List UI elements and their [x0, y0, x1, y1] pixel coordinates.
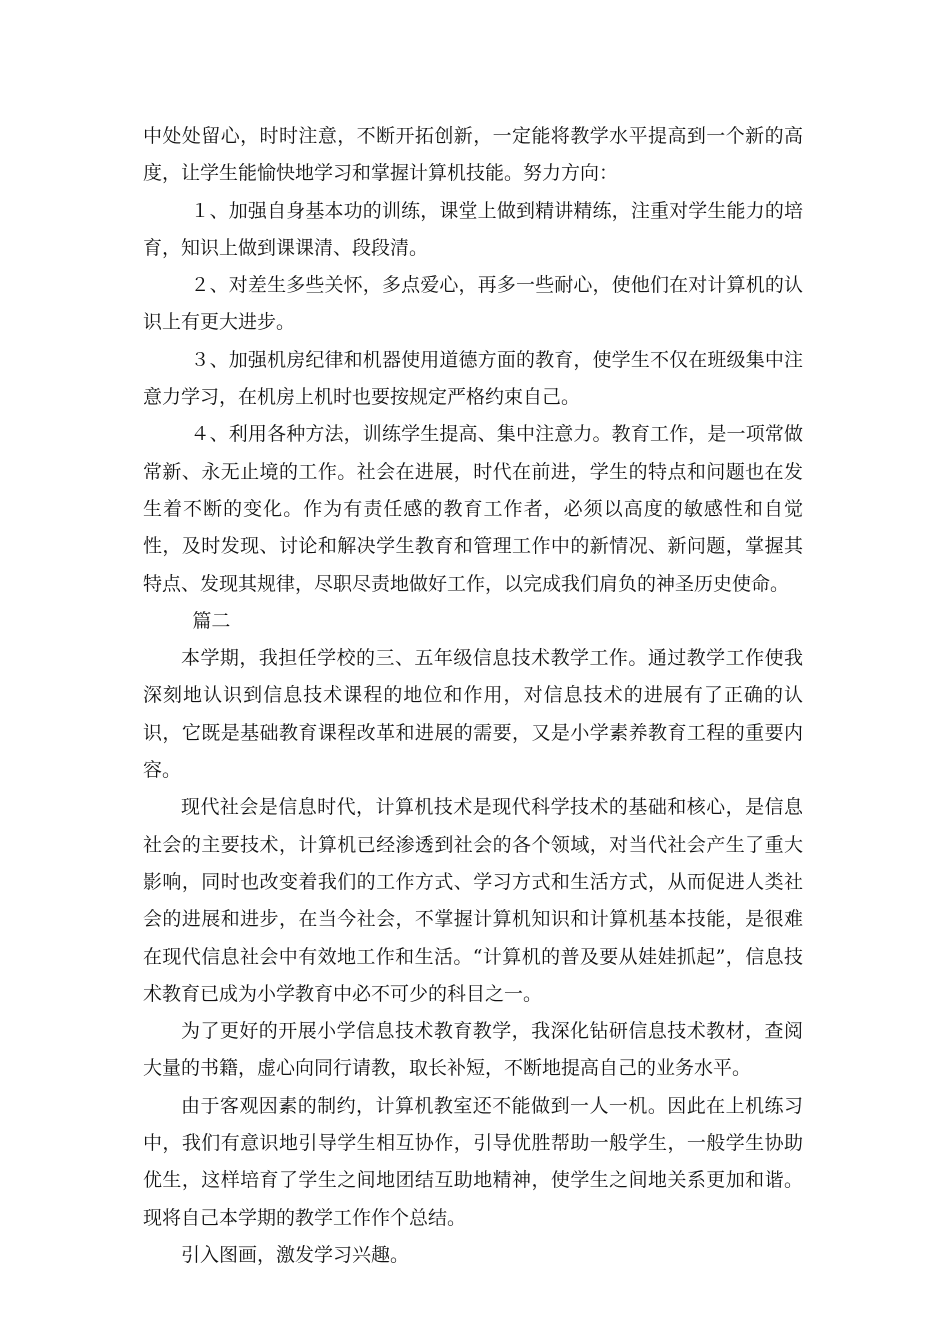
- paragraph-direction-3: ３、加强机房纪律和机器使用道德方面的教育，使学生不仅在班级集中注意力学习，在机房上机时也要按规定严格约束自己。: [143, 348, 803, 409]
- section-heading-part-two: 篇二: [192, 609, 231, 632]
- paragraph-information-age: 现代社会是信息时代，计算机技术是现代科学技术的基础和核心，是信息社会的主要技术，计算机已经渗透到社会的各个领域，对当代社会产生了重大影响，同时也改变着我们的工作方式、学习方式和生活方式，从而促进人类社会的进展和进步，在当今社会，不掌握计算机知识和计算机基本技能，是很难在现代信息社会中有效地工作和生活。“计算机的普及要从娃娃抓起”，信息技术教育已成为小学教育中必不可少的科目之一。: [143, 796, 803, 1005]
- paragraph-pictures-interest: 引入图画，激发学习兴趣。: [181, 1243, 410, 1266]
- paragraph-direction-2: ２、对差生多些关怀，多点爱心，再多一些耐心，使他们在对计算机的认识上有更大进步。: [143, 274, 803, 334]
- paragraph-intro-continuation: 中处处留心，时时注意，不断开拓创新，一定能将教学水平提高到一个新的高度，让学生能愉快地学习和掌握计算机技能。努力方向：: [143, 125, 803, 185]
- paragraph-study-materials: 为了更好的开展小学信息技术教育教学，我深化钻研信息技术教材，查阅大量的书籍，虚心向同行请教，取长补短，不断地提高自己的业务水平。: [143, 1020, 803, 1080]
- paragraph-semester-overview: 本学期，我担任学校的三、五年级信息技术教学工作。通过教学工作使我深刻地认识到信息技术课程的地位和作用，对信息技术的进展有了正确的认识，它既是基础教育课程改革和进展的需要，又是小学素养教育工程的重要内容。: [143, 647, 803, 782]
- paragraph-direction-1: １、加强自身基本功的训练，课堂上做到精讲精练，注重对学生能力的培育，知识上做到课课清、段段清。: [143, 199, 803, 259]
- paragraph-direction-4: ４、利用各种方法，训练学生提高、集中注意力。教育工作，是一项常做常新、永无止境的工作。社会在进展，时代在前进，学生的特点和问题也在发生着不断的变化。作为有责任感的教育工作者，必须以高度的敏感性和自觉性，及时发现、讨论和解决学生教育和管理工作中的新情况、新问题，掌握其特点、发现其规律，尽职尽责地做好工作，以完成我们肩负的神圣历史使命。: [143, 423, 803, 595]
- paragraph-cooperation: 由于客观因素的制约，计算机教室还不能做到一人一机。因此在上机练习中，我们有意识地引导学生相互协作，引导优胜帮助一般学生，一般学生协助优生，这样培育了学生之间地团结互助地精神，使学生之间地关系更加和谐。现将自己本学期的教学工作作个总结。: [143, 1094, 803, 1229]
- document-body: [143, 118, 803, 1274]
